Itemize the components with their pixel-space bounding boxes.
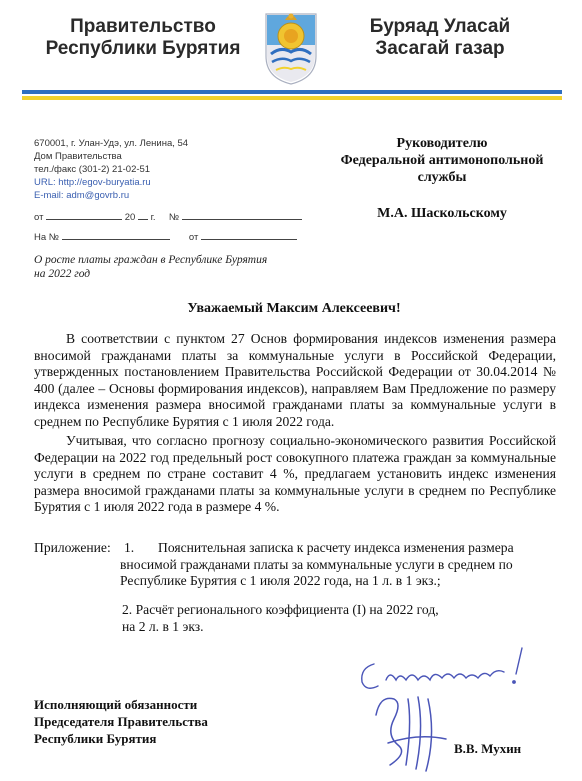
signature-mark	[368, 685, 478, 775]
flag-stripe-yellow	[22, 96, 562, 100]
appendix-item-1	[120, 540, 565, 590]
reply-date-label: от	[188, 232, 199, 243]
buryatia-coat-of-arms-icon	[262, 6, 320, 86]
subject-line: на 2022 год	[34, 268, 91, 280]
recipient-block	[318, 135, 566, 222]
government-name-line1: Правительство	[70, 16, 216, 37]
number-sign: №	[168, 212, 180, 223]
email-link[interactable]: E-mail: adm@govrb.ru	[34, 190, 130, 201]
appendix-label: Приложение:	[34, 540, 111, 555]
letter-body	[34, 331, 556, 516]
year-suffix: г.	[150, 212, 156, 223]
address-line: 670001, г. Улан-Удэ, ул. Ленина, 54	[34, 138, 189, 149]
government-name-line2: Республики Бурятия	[45, 38, 241, 59]
reply-number-blank	[62, 229, 170, 240]
body-paragraph: Учитывая, что согласно прогнозу социально-экономического развития Российской Федерации на 2022 год предельный рост совокупного платежа граждан за коммунальные услуги в среднем по стране составит 4 %, предлагаем установить индекс изменения размера вносимой гражданами платы за коммунальные услуги в среднем по Республике Бурятия с 1 июля 2022 года в размере 4 %.	[34, 433, 556, 514]
registration-line-1	[34, 209, 304, 223]
address-line: Дом Правительства	[34, 151, 122, 162]
year-label: 20	[124, 212, 136, 223]
signatory-title-line: Исполняющий обязанности	[34, 697, 198, 712]
recipient-title-line: Руководителю	[396, 136, 488, 151]
body-paragraph: В соответствии с пунктом 27 Основ формирования индексов изменения размера вносимой гражданами платы за коммунальные услуги в Российской Федерации, утвержденных постановлением Правительства Российской Федерации от 30.04.2014 № 400 (далее – Основы формирования индексов), направляем Вам Предложение по размеру индекса изменения размера вносимой гражданами платы за коммунальные услуги в среднем по Республике Бурятия с 1 июля 2022 года.	[34, 331, 556, 429]
reply-to-label: На №	[34, 232, 59, 243]
appendix-item-number: 2.	[122, 602, 133, 617]
appendix-item-2	[122, 602, 562, 635]
greeting: Уважаемый Максим Алексеевич!	[187, 301, 401, 316]
appendix-item-line: Республике Бурятия с 1 июля 2022 года, на 1 л. в 1 экз.;	[120, 573, 441, 588]
registration-line-2	[34, 229, 304, 243]
signatory-title-line: Республики Бурятия	[34, 731, 157, 746]
sender-address	[34, 137, 284, 202]
date-label: от	[34, 212, 44, 223]
signatory-title	[34, 696, 294, 747]
phone-fax: тел./факс (301-2) 21-02-51	[34, 164, 151, 175]
signatory-name: В.В. Мухин	[454, 741, 522, 756]
number-blank	[182, 209, 302, 220]
appendix-item-line	[122, 602, 562, 619]
recipient-title-line: Федеральной антимонопольной	[340, 153, 544, 168]
appendix-item-text: Расчёт регионального коэффициента (I) на 2022 год,	[135, 602, 439, 617]
buryat-name-line1: Буряад Уласай	[369, 16, 511, 37]
government-name-russian	[28, 16, 258, 60]
subject-line: О росте платы граждан в Республике Бурятия	[34, 254, 268, 266]
appendix-item-number: 1.	[124, 540, 135, 555]
appendix-item-line: Пояснительная записка к расчету индекса изменения размера	[158, 540, 514, 555]
date-blank	[46, 209, 122, 220]
letter-subject	[34, 253, 314, 281]
year-blank	[138, 209, 148, 220]
government-name-buryat	[330, 16, 550, 60]
buryat-name-line2: Засагай газар	[375, 38, 505, 59]
recipient-title-line: службы	[417, 170, 467, 185]
website-link[interactable]: URL: http://egov-buryatia.ru	[34, 177, 151, 188]
recipient-name: М.А. Шаскольскому	[377, 206, 507, 221]
reply-date-blank	[201, 229, 297, 240]
appendix-item-line: вносимой гражданами платы за коммунальные услуги в среднем по	[120, 556, 513, 572]
appendix-item-line: на 2 л. в 1 экз.	[122, 618, 204, 634]
signatory-title-line: Председателя Правительства	[34, 714, 208, 729]
